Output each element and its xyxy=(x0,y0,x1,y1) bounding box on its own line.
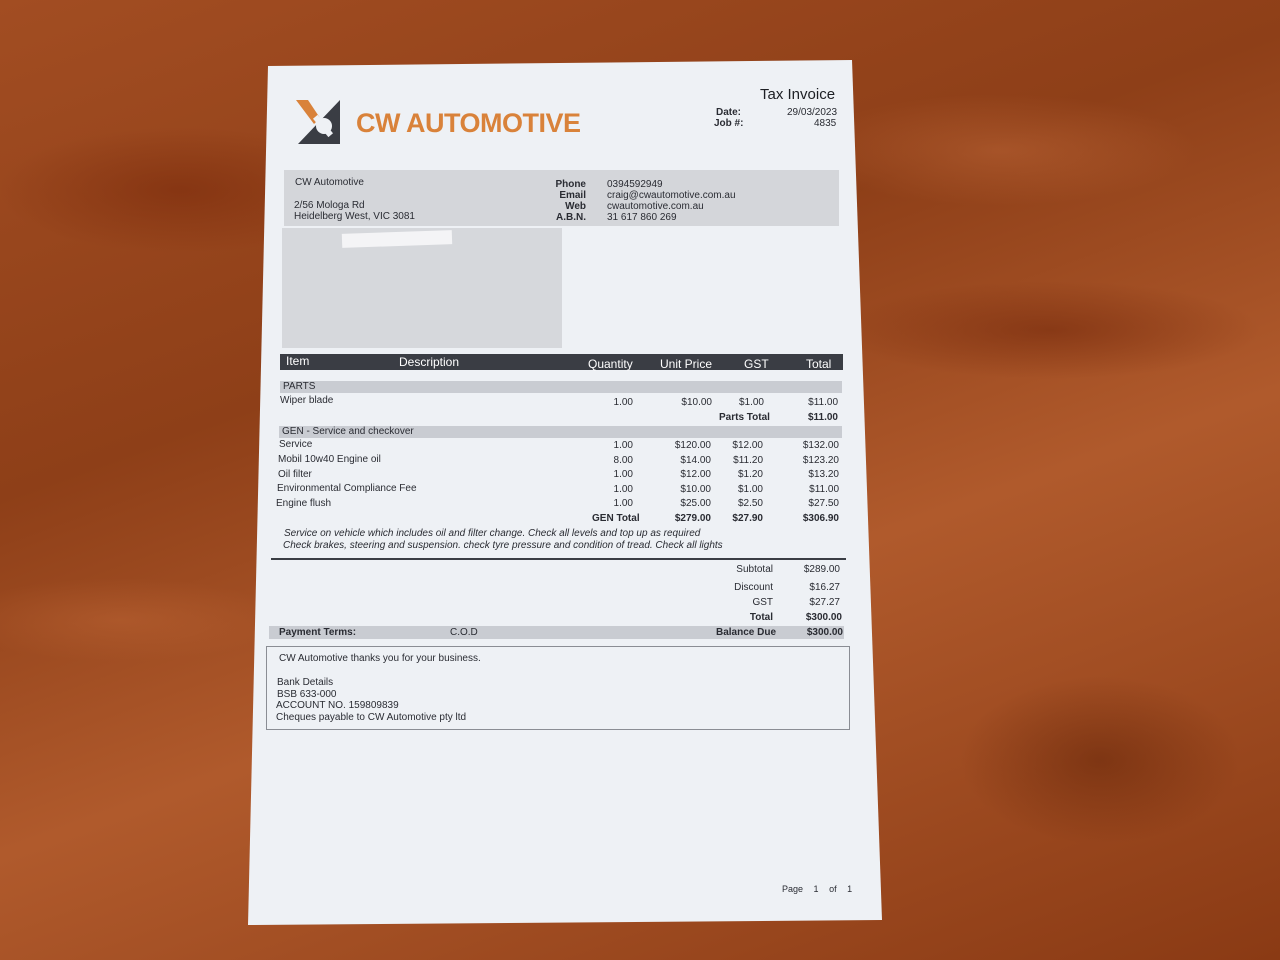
row-price: $10.00 xyxy=(681,397,712,408)
gst-total-value: $27.27 xyxy=(809,597,840,608)
col-item: Item xyxy=(286,354,310,368)
row-gst: $1.20 xyxy=(737,469,763,480)
date-label: Date: xyxy=(716,107,742,118)
row-qty: 1.00 xyxy=(613,440,633,451)
col-unit-price: Unit Price xyxy=(660,357,713,371)
business-name: CW Automotive xyxy=(295,177,364,188)
col-gst: GST xyxy=(744,357,769,371)
web-value: cwautomotive.com.au xyxy=(607,201,704,212)
row-item: Service xyxy=(279,439,313,450)
subtotal-label: Subtotal xyxy=(736,564,773,575)
section-total-label: GEN Total xyxy=(592,513,640,524)
row-item: Engine flush xyxy=(276,498,332,509)
discount-label: Discount xyxy=(734,582,773,593)
row-gst: $2.50 xyxy=(737,498,763,509)
divider xyxy=(271,558,846,560)
row-price: $120.00 xyxy=(674,440,711,451)
abn-label: A.B.N. xyxy=(556,212,586,223)
row-gst: $12.00 xyxy=(732,440,763,451)
section-header-parts xyxy=(280,381,842,393)
document-title: Tax Invoice xyxy=(760,86,836,103)
page-indicator xyxy=(782,884,852,894)
row-total: $13.20 xyxy=(808,469,839,480)
section-total-label: Parts Total xyxy=(719,412,770,423)
row-item: Wiper blade xyxy=(280,395,334,406)
payment-terms-value: C.O.D xyxy=(450,627,478,638)
payment-terms-label: Payment Terms: xyxy=(279,627,357,638)
discount-value: $16.27 xyxy=(809,582,840,593)
row-qty: 1.00 xyxy=(613,498,633,509)
row-gst: $1.00 xyxy=(738,397,764,408)
business-address2: Heidelberg West, VIC 3081 xyxy=(294,211,415,222)
date-value: 29/03/2023 xyxy=(787,107,838,118)
gst-total-label: GST xyxy=(752,597,773,608)
bank-details-title: Bank Details xyxy=(277,677,334,688)
page-number: 1 xyxy=(813,884,819,894)
brand-name: CW AUTOMOTIVE xyxy=(356,108,581,138)
col-description: Description xyxy=(399,355,460,369)
account-number: ACCOUNT NO. 159809839 xyxy=(276,700,399,711)
row-gst: $1.00 xyxy=(737,484,763,495)
grand-total-value: $300.00 xyxy=(805,612,842,623)
row-total: $132.00 xyxy=(802,440,839,451)
row-price: $14.00 xyxy=(680,455,711,466)
thanks-message: CW Automotive thanks you for your business. xyxy=(279,653,481,664)
row-qty: 1.00 xyxy=(613,469,633,480)
job-value: 4835 xyxy=(814,118,837,129)
subtotal-value: $289.00 xyxy=(803,564,840,575)
job-note-line1: Service on vehicle which includes oil and filter change. Check all levels and top up as required xyxy=(284,528,701,539)
bsb: BSB 633-000 xyxy=(277,689,337,700)
job-note-line2: Check brakes, steering and suspension. check tyre pressure and condition of tread. Check all lights xyxy=(283,540,723,551)
phone-label: Phone xyxy=(555,179,586,190)
row-qty: 8.00 xyxy=(613,455,633,466)
row-qty: 1.00 xyxy=(613,397,633,408)
email-label: Email xyxy=(559,190,586,201)
col-total: Total xyxy=(806,357,832,371)
balance-due-label: Balance Due xyxy=(716,627,777,638)
job-label: Job #: xyxy=(714,118,744,129)
business-address1: 2/56 Mologa Rd xyxy=(294,200,365,211)
section-total-gst: $27.90 xyxy=(732,513,763,524)
row-total: $11.00 xyxy=(809,484,839,495)
row-item: Mobil 10w40 Engine oil xyxy=(278,454,381,465)
row-price: $10.00 xyxy=(680,484,711,495)
row-price: $12.00 xyxy=(680,469,711,480)
section-title: GEN - Service and checkover xyxy=(282,426,414,437)
page-total: 1 xyxy=(847,884,853,894)
balance-due-value: $300.00 xyxy=(806,627,843,638)
row-item: Environmental Compliance Fee xyxy=(277,483,417,494)
row-item: Oil filter xyxy=(278,469,312,480)
row-total: $11.00 xyxy=(808,397,838,408)
email-value: craig@cwautomotive.com.au xyxy=(607,190,736,201)
section-total-value: $11.00 xyxy=(807,412,838,423)
page-label: Page xyxy=(782,884,804,894)
cheques-payable: Cheques payable to CW Automotive pty ltd xyxy=(276,712,467,723)
abn-value: 31 617 860 269 xyxy=(607,212,677,223)
row-total: $123.20 xyxy=(802,455,839,466)
row-gst: $11.20 xyxy=(733,455,763,466)
web-label: Web xyxy=(565,201,586,212)
section-total-value: $306.90 xyxy=(802,513,839,524)
wrench-logo-icon xyxy=(294,96,344,146)
section-total-price: $279.00 xyxy=(674,513,711,524)
row-qty: 1.00 xyxy=(613,484,633,495)
grand-total-label: Total xyxy=(749,612,773,623)
col-quantity: Quantity xyxy=(588,357,633,371)
customer-address-redacted xyxy=(282,228,562,348)
row-total: $27.50 xyxy=(808,498,839,509)
section-title: PARTS xyxy=(283,381,316,392)
row-price: $25.00 xyxy=(680,498,711,509)
phone-value: 0394592949 xyxy=(607,179,663,190)
page-of-label: of xyxy=(829,884,837,894)
